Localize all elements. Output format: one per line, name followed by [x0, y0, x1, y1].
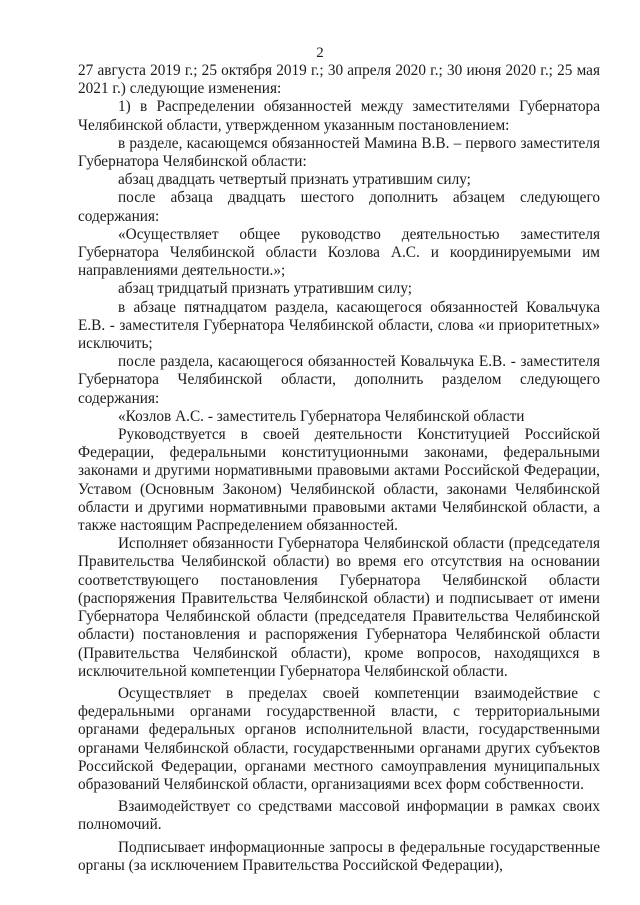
page-number: 2 — [316, 45, 324, 61]
paragraph-quote-kozlov-leadership: «Осуществляет общее руководство деятельностью заместителя Губернатора Челябинской области Козлова А.С. и координируемыми им направлениями деятельности.»; — [78, 225, 600, 280]
paragraph-after-kovalchuk-section: после раздела, касающегося обязанностей Ковальчука Е.В. - заместителя Губернатора Челябинской области, дополнить разделом следующего содержания: — [78, 353, 600, 407]
paragraph-acting-governor: Исполняет обязанности Губернатора Челябинской области (председателя Правительства Челябинской области) во время его отсутствия на основании соответствующего постановления Губернатора Челябинской области (распоряжения Правительства Челябинской области) и подписывает от имени Губернатора Челябинской области (председателя Правительства Челябинской области) постановления и распоряжения Губернатора Челябинской области (Правительства Челябинской области), кроме вопросов, находящихся в исключительной компетенции Губернатора Челябинской области. — [78, 535, 600, 680]
paragraph-media: Взаимодействует со средствами массовой информации в рамках своих полномочий. — [78, 798, 600, 834]
paragraph-kozlov-heading: «Козлов А.С. - заместитель Губернатора Челябинской области — [118, 407, 525, 425]
paragraph-item-1: 1) в Распределении обязанностей между заместителями Губернатора Челябинской области, утвержденном указанным постановлением: — [78, 98, 600, 134]
document-body — [78, 62, 600, 875]
paragraph-guided-by: Руководствуется в своей деятельности Конституцией Российской Федерации, федеральными конституционными законами, федеральными законами и другими нормативными правовыми актами Российской Федерации, Уставом (Основным Законом) Челябинской области, законами Челябинской области и другими нормативными правовыми актами Челябинской области, а также настоящим Распределением обязанностей. — [78, 426, 600, 535]
paragraph-after-abzac-26: после абзаца двадцать шестого дополнить абзацем следующего содержания: — [78, 189, 600, 225]
paragraph-info-requests: Подписывает информационные запросы в федеральные государственные органы (за исключением Правительства Российской Федерации), — [78, 838, 600, 874]
paragraph-kovalchuk-abzac-15: в абзаце пятнадцатом раздела, касающегося обязанностей Ковальчука Е.В. - заместителя Губернатора Челябинской области, слова «и приоритетных» исключить; — [78, 298, 600, 353]
paragraph-dates-continuation: 27 августа 2019 г.; 25 октября 2019 г.; 30 апреля 2020 г.; 30 июня 2020 г.; 25 мая 2021 г.) следующие изменения: — [78, 62, 600, 98]
paragraph-abzac-24: абзац двадцать четвертый признать утратившим силу; — [118, 171, 471, 189]
paragraph-interaction: Осуществляет в пределах своей компетенции взаимодействие с федеральными органами государственной власти, с территориальными органами федеральных органов исполнительной власти, государственными органами Челябинской области, государственными органами других субъектов Российской Федерации, органами местного самоуправления муниципальных образований Челябинской области, организациями всех форм собственности. — [78, 684, 600, 793]
paragraph-abzac-30: абзац тридцатый признать утратившим силу; — [118, 280, 413, 298]
paragraph-mamin-section: в разделе, касающемся обязанностей Мамина В.В. – первого заместителя Губернатора Челябинской области: — [78, 134, 600, 171]
